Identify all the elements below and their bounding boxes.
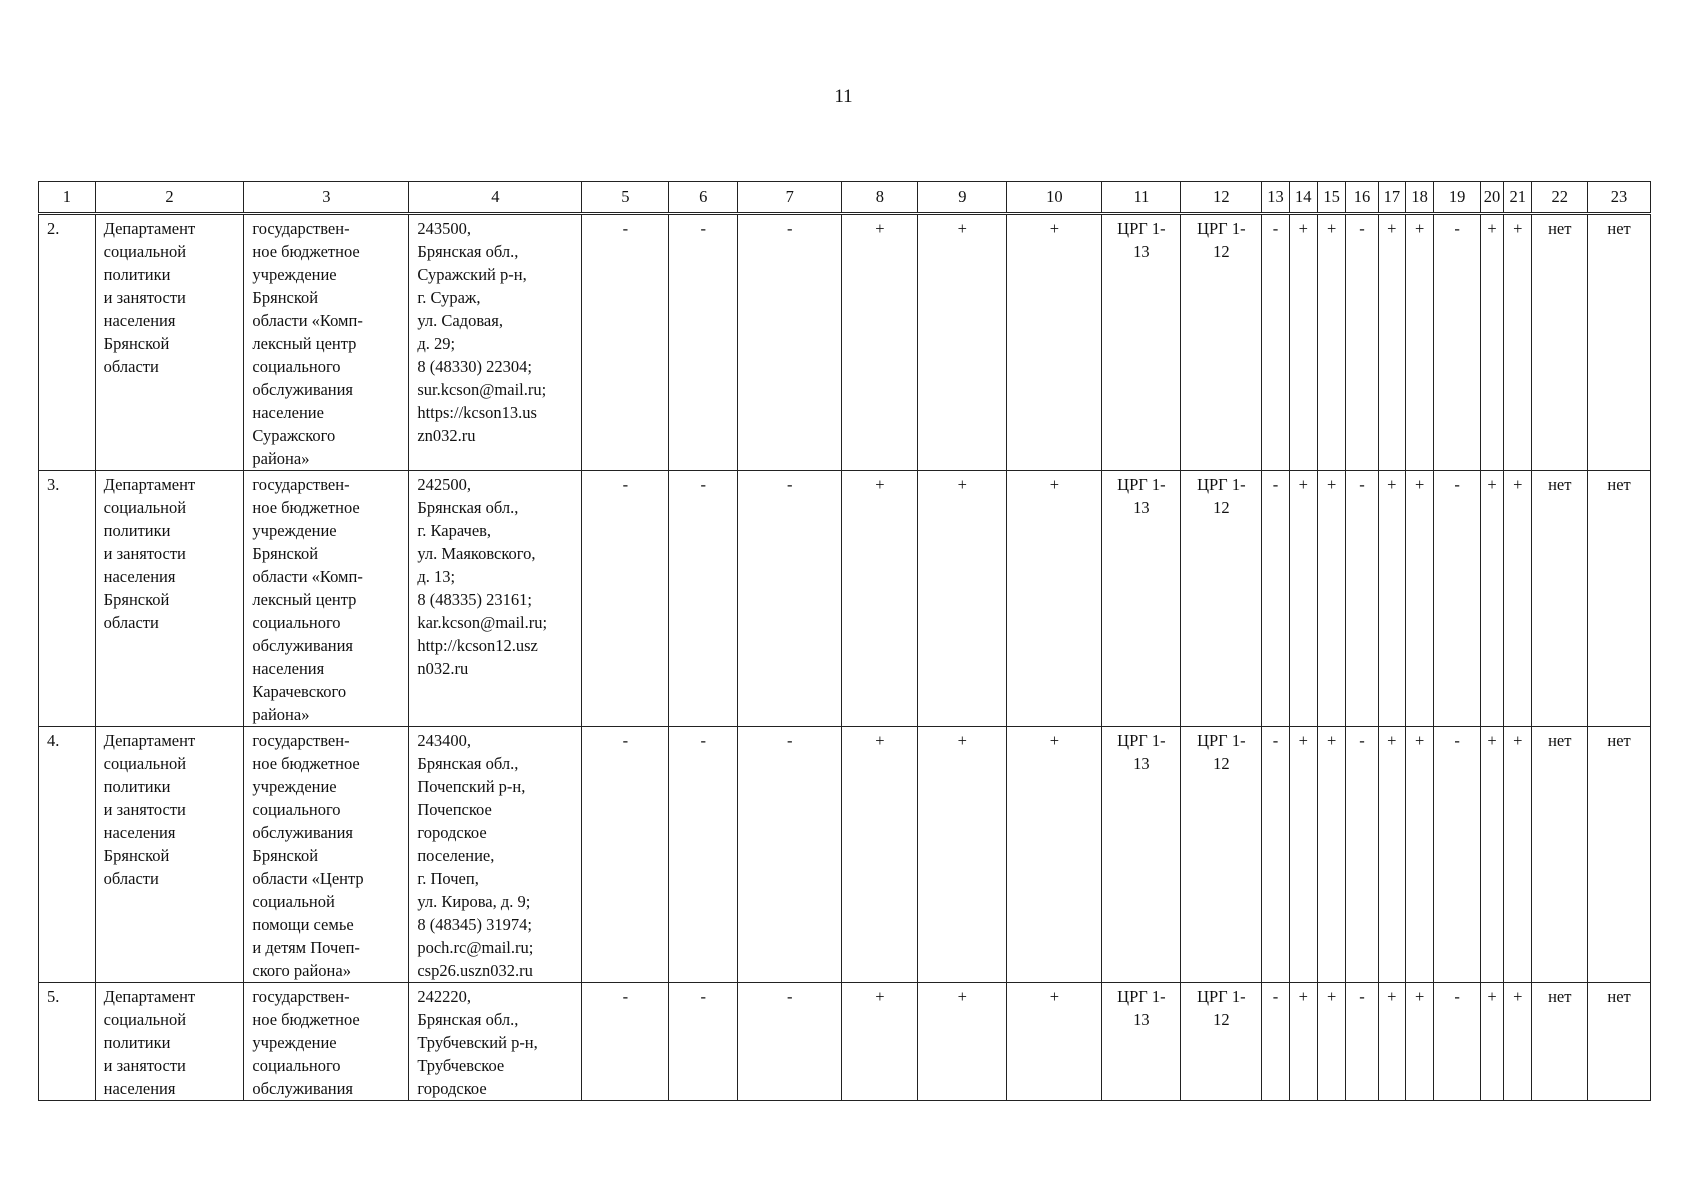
address-cell xyxy=(409,214,582,471)
mark-cell: - xyxy=(669,214,738,471)
column-header: 14 xyxy=(1289,182,1317,214)
cell-line: Департамент xyxy=(103,731,196,750)
cell-line: государствен- xyxy=(252,731,350,750)
cell-line: n032.ru xyxy=(417,659,469,678)
organization-cell xyxy=(244,471,409,727)
cell-line: области xyxy=(103,869,159,888)
cell-line: политики xyxy=(103,265,171,284)
organization-cell xyxy=(244,214,409,471)
cell-line: государствен- xyxy=(252,987,350,1006)
column-header: 15 xyxy=(1317,182,1345,214)
cell-line: социального xyxy=(252,357,341,376)
cell-line: население xyxy=(252,403,324,422)
mark-cell: + xyxy=(918,983,1007,1101)
code-cell xyxy=(1181,727,1262,983)
mark-cell: + xyxy=(1317,471,1345,727)
cell-line: области xyxy=(103,613,159,632)
mark-cell: + xyxy=(1317,727,1345,983)
column-header: 2 xyxy=(95,182,244,214)
column-header: 1 xyxy=(39,182,96,214)
mark-cell: + xyxy=(1480,214,1503,471)
row-number-cell: 4. xyxy=(39,727,96,983)
cell-line: района» xyxy=(252,705,310,724)
code-cell xyxy=(1102,471,1181,727)
mark-cell: + xyxy=(1289,471,1317,727)
mark-cell: + xyxy=(1480,727,1503,983)
mark-cell: - xyxy=(738,471,842,727)
cell-line: обслуживания xyxy=(252,380,354,399)
cell-line: и занятости xyxy=(103,800,186,819)
cell-line: социальной xyxy=(103,242,187,261)
cell-line: политики xyxy=(103,777,171,796)
cell-line: области xyxy=(103,357,159,376)
cell-line: ное бюджетное xyxy=(252,498,360,517)
column-header: 10 xyxy=(1007,182,1102,214)
cell-line: лексный центр xyxy=(252,334,357,353)
mark-cell: + xyxy=(1317,214,1345,471)
row-number-cell: 5. xyxy=(39,983,96,1101)
cell-line: 8 (48345) 31974; xyxy=(417,915,532,934)
cell-line: 8 (48330) 22304; xyxy=(417,357,532,376)
cell-line: ное бюджетное xyxy=(252,1010,360,1029)
cell-line: и занятости xyxy=(103,544,186,563)
cell-line: Трубчевский р-н, xyxy=(417,1033,538,1052)
cell-line: ЦРГ 1- xyxy=(1117,475,1166,494)
cell-line: ул. Кирова, д. 9; xyxy=(417,892,531,911)
cell-line: ЦРГ 1- xyxy=(1117,987,1166,1006)
cell-line: области «Центр xyxy=(252,869,364,888)
mark-cell: + xyxy=(918,471,1007,727)
code-cell xyxy=(1102,727,1181,983)
mark-cell: - xyxy=(1434,471,1481,727)
cell-line: ского района» xyxy=(252,961,351,980)
column-header: 12 xyxy=(1181,182,1262,214)
mark-cell: + xyxy=(1289,983,1317,1101)
mark-cell: - xyxy=(1346,471,1378,727)
registry-table xyxy=(38,181,1651,1101)
mark-cell: + xyxy=(842,214,918,471)
organization-cell xyxy=(244,983,409,1101)
cell-line: обслуживания xyxy=(252,1079,354,1098)
cell-line: г. Сураж, xyxy=(417,288,481,307)
column-header: 7 xyxy=(738,182,842,214)
cell-line: лексный центр xyxy=(252,590,357,609)
code-cell xyxy=(1102,214,1181,471)
mark-cell: + xyxy=(1504,471,1532,727)
cell-line: ул. Маяковского, xyxy=(417,544,536,563)
mark-cell: - xyxy=(738,983,842,1101)
cell-line: населения xyxy=(103,311,176,330)
cell-line: 12 xyxy=(1213,1010,1230,1029)
mark-cell: - xyxy=(1346,727,1378,983)
cell-line: ное бюджетное xyxy=(252,242,360,261)
mark-cell: - xyxy=(1346,214,1378,471)
department-cell xyxy=(95,983,244,1101)
cell-line: ЦРГ 1- xyxy=(1197,475,1246,494)
cell-line: Суражский р-н, xyxy=(417,265,527,284)
cell-line: 13 xyxy=(1133,242,1150,261)
cell-line: 243500, xyxy=(417,219,471,238)
header-row xyxy=(39,182,1651,214)
mark-cell: + xyxy=(918,214,1007,471)
cell-line: социальной xyxy=(103,1010,187,1029)
cell-line: Брянская обл., xyxy=(417,498,519,517)
cell-line: Брянской xyxy=(252,544,319,563)
mark-cell: - xyxy=(1434,983,1481,1101)
cell-line: 12 xyxy=(1213,242,1230,261)
code-cell xyxy=(1181,214,1262,471)
table-row xyxy=(39,471,1651,727)
column-header: 11 xyxy=(1102,182,1181,214)
cell-line: sur.kcson@mail.ru; xyxy=(417,380,547,399)
cell-line: Суражского xyxy=(252,426,336,445)
column-header: 16 xyxy=(1346,182,1378,214)
cell-line: государствен- xyxy=(252,475,350,494)
mark-cell: + xyxy=(842,983,918,1101)
cell-line: д. 13; xyxy=(417,567,456,586)
department-cell xyxy=(95,471,244,727)
mark-cell: + xyxy=(1405,214,1433,471)
department-cell xyxy=(95,214,244,471)
cell-line: городское xyxy=(417,823,487,842)
cell-line: https://kcson13.us xyxy=(417,403,537,422)
cell-line: Департамент xyxy=(103,475,196,494)
cell-line: населения xyxy=(103,1079,176,1098)
cell-line: http://kcson12.usz xyxy=(417,636,538,655)
column-header: 5 xyxy=(582,182,669,214)
mark-cell: + xyxy=(842,471,918,727)
cell-line: Брянская обл., xyxy=(417,242,519,261)
cell-line: Трубчевское xyxy=(417,1056,505,1075)
row-number-cell: 3. xyxy=(39,471,96,727)
cell-line: zn032.ru xyxy=(417,426,476,445)
mark-cell: + xyxy=(1378,471,1405,727)
cell-line: Департамент xyxy=(103,987,196,1006)
address-cell xyxy=(409,983,582,1101)
department-cell xyxy=(95,727,244,983)
column-header: 19 xyxy=(1434,182,1481,214)
cell-line: ЦРГ 1- xyxy=(1117,219,1166,238)
column-header: 13 xyxy=(1262,182,1289,214)
mark-cell: - xyxy=(582,471,669,727)
cell-line: социальной xyxy=(103,498,187,517)
page-number: 11 xyxy=(834,86,853,107)
code-cell xyxy=(1181,983,1262,1101)
cell-line: социального xyxy=(252,1056,341,1075)
mark-cell: нет xyxy=(1588,727,1651,983)
mark-cell: - xyxy=(669,983,738,1101)
mark-cell: + xyxy=(1378,983,1405,1101)
mark-cell: - xyxy=(1434,727,1481,983)
cell-line: ЦРГ 1- xyxy=(1197,731,1246,750)
mark-cell: + xyxy=(1007,471,1102,727)
cell-line: ЦРГ 1- xyxy=(1117,731,1166,750)
mark-cell: + xyxy=(1378,214,1405,471)
column-header: 22 xyxy=(1532,182,1588,214)
cell-line: городское xyxy=(417,1079,487,1098)
cell-line: д. 29; xyxy=(417,334,456,353)
cell-line: ЦРГ 1- xyxy=(1197,987,1246,1006)
cell-line: 242220, xyxy=(417,987,471,1006)
mark-cell: нет xyxy=(1532,471,1588,727)
cell-line: ное бюджетное xyxy=(252,754,360,773)
cell-line: Брянской xyxy=(103,334,170,353)
mark-cell: - xyxy=(582,727,669,983)
cell-line: 13 xyxy=(1133,1010,1150,1029)
cell-line: 243400, xyxy=(417,731,471,750)
cell-line: Брянская обл., xyxy=(417,1010,519,1029)
mark-cell: нет xyxy=(1532,983,1588,1101)
row-number-cell: 2. xyxy=(39,214,96,471)
address-cell xyxy=(409,727,582,983)
cell-line: населения xyxy=(252,659,325,678)
column-header: 21 xyxy=(1504,182,1532,214)
mark-cell: - xyxy=(669,471,738,727)
cell-line: социальной xyxy=(103,754,187,773)
cell-line: Брянской xyxy=(252,288,319,307)
mark-cell: нет xyxy=(1588,471,1651,727)
cell-line: социального xyxy=(252,613,341,632)
mark-cell: + xyxy=(1289,214,1317,471)
mark-cell: - xyxy=(1262,727,1289,983)
cell-line: области «Комп- xyxy=(252,311,363,330)
column-header: 17 xyxy=(1378,182,1405,214)
column-header: 3 xyxy=(244,182,409,214)
cell-line: 12 xyxy=(1213,754,1230,773)
cell-line: г. Карачев, xyxy=(417,521,492,540)
mark-cell: - xyxy=(582,983,669,1101)
code-cell xyxy=(1102,983,1181,1101)
mark-cell: нет xyxy=(1532,214,1588,471)
cell-line: и занятости xyxy=(103,288,186,307)
cell-line: политики xyxy=(103,521,171,540)
mark-cell: + xyxy=(1007,214,1102,471)
mark-cell: + xyxy=(1405,471,1433,727)
mark-cell: + xyxy=(1007,727,1102,983)
cell-line: Почепский р-н, xyxy=(417,777,526,796)
cell-line: учреждение xyxy=(252,521,337,540)
cell-line: населения xyxy=(103,823,176,842)
cell-line: учреждение xyxy=(252,777,337,796)
organization-cell xyxy=(244,727,409,983)
cell-line: помощи семье xyxy=(252,915,354,934)
mark-cell: - xyxy=(669,727,738,983)
address-cell xyxy=(409,471,582,727)
mark-cell: + xyxy=(1378,727,1405,983)
mark-cell: + xyxy=(1405,727,1433,983)
mark-cell: + xyxy=(1405,983,1433,1101)
table-row xyxy=(39,983,1651,1101)
mark-cell: - xyxy=(1262,983,1289,1101)
column-header: 23 xyxy=(1588,182,1651,214)
column-header: 8 xyxy=(842,182,918,214)
mark-cell: + xyxy=(1504,214,1532,471)
mark-cell: + xyxy=(842,727,918,983)
mark-cell: - xyxy=(1262,214,1289,471)
cell-line: поселение, xyxy=(417,846,495,865)
mark-cell: нет xyxy=(1588,214,1651,471)
cell-line: 8 (48335) 23161; xyxy=(417,590,532,609)
table-row xyxy=(39,214,1651,471)
column-header: 18 xyxy=(1405,182,1433,214)
mark-cell: + xyxy=(1317,983,1345,1101)
cell-line: Брянской xyxy=(103,846,170,865)
cell-line: ул. Садовая, xyxy=(417,311,503,330)
cell-line: Брянская обл., xyxy=(417,754,519,773)
cell-line: Брянской xyxy=(103,590,170,609)
cell-line: социального xyxy=(252,800,341,819)
mark-cell: нет xyxy=(1532,727,1588,983)
cell-line: Брянской xyxy=(252,846,319,865)
cell-line: политики xyxy=(103,1033,171,1052)
mark-cell: + xyxy=(1504,983,1532,1101)
cell-line: Карачевского xyxy=(252,682,347,701)
mark-cell: + xyxy=(1480,471,1503,727)
cell-line: области «Комп- xyxy=(252,567,363,586)
mark-cell: - xyxy=(738,727,842,983)
cell-line: 13 xyxy=(1133,498,1150,517)
cell-line: Департамент xyxy=(103,219,196,238)
column-header: 4 xyxy=(409,182,582,214)
cell-line: и детям Почеп- xyxy=(252,938,360,957)
cell-line: социальной xyxy=(252,892,335,911)
mark-cell: - xyxy=(1346,983,1378,1101)
cell-line: poch.rc@mail.ru; xyxy=(417,938,534,957)
cell-line: и занятости xyxy=(103,1056,186,1075)
cell-line: г. Почеп, xyxy=(417,869,479,888)
column-header: 6 xyxy=(669,182,738,214)
cell-line: населения xyxy=(103,567,176,586)
mark-cell: + xyxy=(1480,983,1503,1101)
mark-cell: - xyxy=(1262,471,1289,727)
cell-line: csp26.uszn032.ru xyxy=(417,961,533,980)
cell-line: обслуживания xyxy=(252,636,354,655)
mark-cell: нет xyxy=(1588,983,1651,1101)
cell-line: учреждение xyxy=(252,265,337,284)
cell-line: обслуживания xyxy=(252,823,354,842)
mark-cell: - xyxy=(1434,214,1481,471)
mark-cell: + xyxy=(1007,983,1102,1101)
cell-line: 12 xyxy=(1213,498,1230,517)
table-row xyxy=(39,727,1651,983)
cell-line: учреждение xyxy=(252,1033,337,1052)
cell-line: ЦРГ 1- xyxy=(1197,219,1246,238)
cell-line: государствен- xyxy=(252,219,350,238)
mark-cell: - xyxy=(582,214,669,471)
cell-line: 242500, xyxy=(417,475,471,494)
code-cell xyxy=(1181,471,1262,727)
column-header: 20 xyxy=(1480,182,1503,214)
cell-line: Почепское xyxy=(417,800,492,819)
mark-cell: + xyxy=(1504,727,1532,983)
mark-cell: + xyxy=(1289,727,1317,983)
mark-cell: - xyxy=(738,214,842,471)
cell-line: 13 xyxy=(1133,754,1150,773)
cell-line: района» xyxy=(252,449,310,468)
column-header: 9 xyxy=(918,182,1007,214)
cell-line: kar.kcson@mail.ru; xyxy=(417,613,548,632)
mark-cell: + xyxy=(918,727,1007,983)
